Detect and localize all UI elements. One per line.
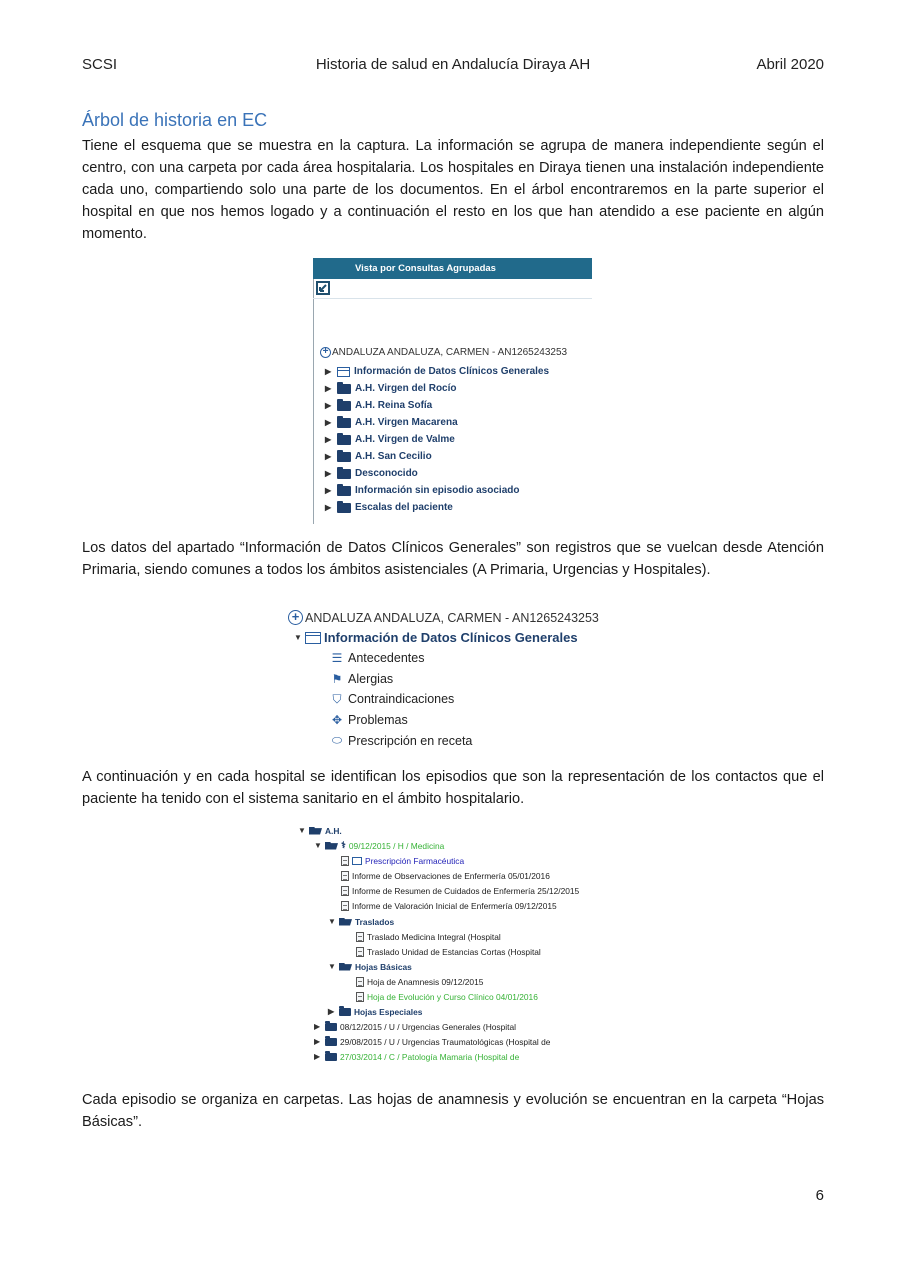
folder-open-icon	[325, 842, 338, 850]
tree-doc[interactable]	[356, 929, 501, 944]
tree-node-virgen-rocio[interactable]	[325, 380, 549, 397]
patient-label: ANDALUZA ANDALUZA, CARMEN - AN1265243253	[305, 610, 599, 625]
folder-icon	[337, 469, 351, 479]
folder-icon	[325, 1053, 337, 1061]
tree-node-datos-clinicos[interactable]	[325, 363, 549, 380]
patient-node[interactable]	[288, 610, 599, 625]
tree-doc-anamnesis[interactable]	[356, 974, 483, 989]
tree-node-label: 27/03/2014 / C / Patología Mamaria (Hospital de	[340, 1051, 520, 1062]
folder-open-icon	[339, 918, 352, 926]
tree-node-label: 09/12/2015 / H / Medicina	[348, 840, 445, 851]
tree-node-virgen-macarena[interactable]	[325, 414, 549, 431]
tree-node-label: Hojas Especiales	[354, 1006, 423, 1017]
tree-node-episode[interactable]	[314, 838, 444, 853]
expand-arrow-icon[interactable]: ▶	[314, 1037, 321, 1046]
section-title: Árbol de historia en EC	[82, 110, 268, 130]
tree-node-label: A.H.	[325, 825, 342, 836]
document-icon	[356, 932, 364, 942]
tree-item-problemas[interactable]	[330, 710, 472, 731]
tree-doc[interactable]	[341, 883, 579, 898]
expand-arrow-icon[interactable]: ▶	[325, 367, 332, 376]
patient-label: ANDALUZA ANDALUZA, CARMEN - AN1265243253	[332, 347, 568, 358]
tree-node-virgen-valme[interactable]	[325, 431, 549, 448]
expand-arrow-icon[interactable]: ▶	[325, 435, 332, 444]
tree-node-sin-episodio[interactable]	[325, 482, 549, 499]
figure-tree-overview	[313, 258, 592, 524]
prescription-icon	[352, 857, 362, 865]
collapse-arrow-icon[interactable]: ▼	[328, 962, 336, 971]
panel-icon	[337, 367, 350, 377]
tree-node-episode[interactable]	[314, 1034, 550, 1049]
folder-icon	[337, 418, 351, 428]
tree-node-san-cecilio[interactable]	[325, 448, 549, 465]
document-icon	[341, 871, 349, 881]
paragraph-2: Los datos del apartado “Información de Datos Clínicos Generales” son registros que se vuelcan desde Atención Primaria, siendo comunes a todos los ámbitos asistenciales (A Primaria, Urgencias y Hospitales).	[82, 540, 824, 578]
doc-label: Hoja de Evolución y Curso Clínico 04/01/2016	[367, 991, 538, 1002]
tree-node-label: Información de Datos Clínicos Generales	[324, 630, 578, 645]
tree-node-escalas[interactable]	[325, 499, 549, 516]
expand-arrow-icon[interactable]: ▶	[325, 503, 332, 512]
folder-icon	[325, 1023, 337, 1031]
tree-doc-prescripcion[interactable]	[341, 853, 464, 868]
tree-node-traslados[interactable]	[328, 914, 394, 929]
paragraph-4: Cada episodio se organiza en carpetas. Las hojas de anamnesis y evolución se encuentran en la carpeta “Hojas Básicas”.	[82, 1092, 824, 1130]
collapse-arrow-icon[interactable]: ▼	[328, 917, 336, 926]
tree-node-label: Información de Datos Clínicos Generales	[354, 366, 550, 377]
patient-node[interactable]	[320, 347, 567, 358]
expand-arrow-icon[interactable]: ▶	[314, 1052, 321, 1061]
document-icon	[341, 886, 349, 896]
expand-arrow-icon[interactable]: ▶	[325, 418, 332, 427]
flag-icon: ⚑	[331, 671, 343, 686]
expand-arrow-icon[interactable]: ▶	[325, 486, 332, 495]
tree-item-contraindicaciones[interactable]	[330, 689, 472, 710]
tree-doc-evolucion[interactable]	[356, 989, 538, 1004]
tree-node-episode[interactable]	[314, 1049, 519, 1064]
pill-icon: ⬭	[331, 733, 343, 748]
folder-open-icon	[309, 827, 322, 835]
expand-arrow-icon[interactable]: ▶	[325, 452, 332, 461]
doc-label: Traslado Medicina Integral (Hospital	[367, 931, 501, 942]
tree-doc[interactable]	[356, 944, 541, 959]
paragraph-3: A continuación y en cada hospital se identifican los episodios que son la representación de los contactos que el paciente ha tenido con el sistema sanitario en el ámbito hospitalario.	[82, 769, 824, 807]
page-number: 6	[815, 1187, 824, 1204]
doc-label: Informe de Observaciones de Enfermería 05/01/2016	[352, 870, 550, 881]
item-label: Alergias	[348, 671, 394, 686]
tree-node-label: A.H. Virgen Macarena	[355, 417, 458, 428]
folder-icon	[337, 401, 351, 411]
figure-episodes-tree	[296, 820, 616, 1065]
tree-item-antecedentes[interactable]	[330, 648, 472, 669]
toolbar-title: Vista por Consultas Agrupadas	[313, 258, 592, 279]
tree-node-label: A.H. Reina Sofía	[355, 400, 433, 411]
tree-node-label: 29/08/2015 / U / Urgencias Traumatológicas (Hospital de	[340, 1036, 551, 1047]
folder-icon	[337, 435, 351, 445]
tree-node-label: Hojas Básicas	[355, 961, 412, 972]
folder-icon	[337, 503, 351, 513]
document-icon	[356, 947, 364, 957]
tree-node-label: Desconocido	[355, 468, 418, 479]
expand-plus-icon[interactable]: +	[288, 610, 303, 625]
document-icon	[356, 977, 364, 987]
doc-label: Prescripción Farmacéutica	[365, 855, 465, 866]
document-icon	[341, 856, 349, 866]
tree-doc[interactable]	[341, 898, 557, 913]
expand-arrow-icon[interactable]: ▶	[325, 384, 332, 393]
tree-node-label: Traslados	[355, 916, 395, 927]
header-title: Historia de salud en Andalucía Diraya AH	[315, 56, 591, 73]
tree-node-desconocido[interactable]	[325, 465, 549, 482]
tree-doc[interactable]	[341, 868, 550, 883]
divider	[313, 279, 314, 524]
expand-arrow-icon[interactable]: ▶	[325, 469, 332, 478]
tree-item-prescripcion[interactable]	[330, 730, 472, 751]
item-label: Prescripción en receta	[348, 733, 473, 748]
folder-icon	[325, 1038, 337, 1046]
network-icon: ✥	[331, 713, 343, 728]
expand-plus-icon[interactable]: +	[320, 347, 331, 358]
item-label: Antecedentes	[348, 651, 425, 666]
paragraph-1: Tiene el esquema que se muestra en la captura. La información se agrupa de manera independiente según el centro, con una carpeta por cada área hospitalaria. Los hospitales en Diraya tienen una instalación independiente cada uno, compartiendo solo una parte de los documentos. En el árbol encontraremos en la parte superior el hospital en que nos hemos logado y a continuación el resto en los que han atendido a ese paciente en algún momento.	[82, 138, 824, 242]
expand-arrow-icon[interactable]: ▶	[314, 1022, 321, 1031]
divider	[313, 298, 592, 299]
list-icon: ☰	[331, 651, 343, 666]
tree-node-datos-clinicos[interactable]	[294, 630, 578, 645]
stethoscope-icon: ⚕	[341, 840, 346, 850]
item-label: Contraindicaciones	[348, 692, 455, 707]
tree-node-reina-sofia[interactable]	[325, 397, 549, 414]
item-label: Problemas	[348, 713, 408, 728]
folder-icon	[337, 384, 351, 394]
folder-icon	[339, 1008, 351, 1016]
doc-label: Traslado Unidad de Estancias Cortas (Hospital	[367, 946, 541, 957]
collapse-arrow-icon[interactable]: ▼	[298, 826, 306, 835]
shield-icon: ⛉	[332, 691, 342, 706]
header-date: Abril 2020	[756, 56, 824, 73]
expand-arrow-icon[interactable]: ▶	[328, 1007, 335, 1016]
tree-node-hojas-basicas[interactable]	[328, 959, 412, 974]
collapse-arrow-icon[interactable]: ▼	[314, 841, 322, 850]
tree-node-label: A.H. San Cecilio	[355, 451, 432, 462]
doc-label: Informe de Valoración Inicial de Enfermería 09/12/2015	[352, 900, 557, 911]
tree-node-hojas-especiales[interactable]	[328, 1004, 422, 1019]
doc-label: Informe de Resumen de Cuidados de Enfermería 25/12/2015	[352, 885, 580, 896]
clinical-items	[330, 648, 472, 751]
tree-node-label: 08/12/2015 / U / Urgencias Generales (Hospital	[340, 1021, 516, 1032]
figure-datos-clinicos	[286, 608, 599, 752]
tree	[325, 363, 549, 516]
tree-node-label: Escalas del paciente	[355, 502, 453, 513]
collapse-arrow-icon[interactable]: ▼	[294, 633, 302, 642]
expand-arrow-icon[interactable]: ▶	[325, 401, 332, 410]
tree-node-label: Información sin episodio asociado	[355, 485, 520, 496]
folder-open-icon	[339, 963, 352, 971]
tree-node-episode[interactable]	[314, 1019, 516, 1034]
tree-item-alergias[interactable]	[330, 669, 472, 690]
tree-node-root[interactable]	[298, 823, 342, 838]
folder-icon	[337, 452, 351, 462]
tree-node-label: A.H. Virgen de Valme	[355, 434, 455, 445]
tree-node-label: A.H. Virgen del Rocío	[355, 383, 457, 394]
document-icon	[356, 992, 364, 1002]
header-left: SCSI	[82, 56, 118, 73]
doc-label: Hoja de Anamnesis 09/12/2015	[367, 976, 484, 987]
document-icon	[341, 901, 349, 911]
select-all-checkbox[interactable]	[316, 281, 330, 295]
panel-icon	[305, 632, 321, 644]
folder-icon	[337, 486, 351, 496]
